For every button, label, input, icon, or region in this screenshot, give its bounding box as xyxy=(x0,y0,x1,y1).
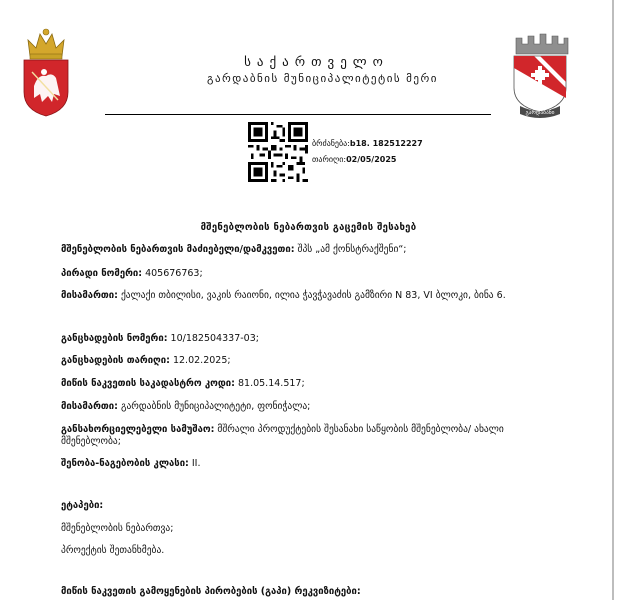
field-label: განსახორციელებელი სამუშაო: xyxy=(61,424,215,435)
field-label: მისამართი: xyxy=(61,290,118,301)
field-value: შპს „ამ ქონსტრაქშენი“; xyxy=(294,244,407,255)
stages-label: ეტაპები: xyxy=(61,500,104,511)
field-label: მისამართი: xyxy=(61,401,118,412)
field-value: გარდაბნის მუნიციპალიტეტი, ფონიჭალა; xyxy=(117,401,311,412)
field-application-date xyxy=(61,355,561,367)
field-label: მიწის ნაკვეთის საკადასტრო კოდი: xyxy=(61,378,235,389)
footer-heading-label: მიწის ნაკვეთის გამოყენების პირობების (გაპი) რეკვიზიტები: xyxy=(61,586,361,597)
svg-text:გარდაბანი: გარდაბანი xyxy=(525,110,555,116)
field-label: შენობა-ნაგებობის კლასი: xyxy=(61,458,189,469)
field-value: ქალაქი თბილისი, ვაკის რაიონი, ილია ჭავჭავაძის გამზირი N 83, VI ბლოკი, ბინა 6. xyxy=(117,290,506,301)
order-label: ბრძანება: xyxy=(312,139,350,148)
field-applicant xyxy=(61,244,561,256)
stages-heading xyxy=(61,500,561,512)
field-value: II. xyxy=(188,458,201,469)
field-work-description xyxy=(61,424,561,448)
field-personal-number xyxy=(61,268,561,280)
footer-heading xyxy=(61,586,561,598)
field-value: 405676763; xyxy=(142,268,203,279)
country-heading: საქართველო xyxy=(244,55,389,70)
field-label: განცხადების თარიღი: xyxy=(61,355,170,366)
order-number xyxy=(312,139,423,148)
field-value: 81.05.14.517; xyxy=(234,378,305,389)
field-label: პირადი ნომერი: xyxy=(61,268,143,279)
qr-code-icon xyxy=(248,122,308,182)
field-label: მშენებლობის ნებართვის მაძიებელი/დამკვეთი: xyxy=(61,244,295,255)
document-title: მშენებლობის ნებართვის გაცემის შესახებ xyxy=(200,222,417,233)
field-building-class xyxy=(61,458,561,470)
order-value: b18. 182512227 xyxy=(349,139,423,148)
field-label: განცხადების ნომერი: xyxy=(61,333,168,344)
field-cadastral-code xyxy=(61,378,561,390)
field-value: 12.02.2025; xyxy=(169,355,231,366)
order-date xyxy=(312,155,396,164)
office-heading: გარდაბნის მუნიციპალიტეტის მერი xyxy=(207,72,438,85)
stage-item: პროექტის შეთანხმება. xyxy=(61,545,165,556)
field-value: მშრალი პროდუქტების შესანახი საწყობის მშენებლობა/ ახალი მშენებლობა; xyxy=(61,424,504,447)
field-address xyxy=(61,290,561,302)
field-application-number xyxy=(61,333,561,345)
date-value: 02/05/2025 xyxy=(346,155,397,164)
header-divider xyxy=(105,114,491,115)
stage-item: მშენებლობის ნებართვა; xyxy=(61,523,174,534)
field-value: 10/182504337-03; xyxy=(167,333,259,344)
date-label: თარიღი: xyxy=(312,155,347,164)
field-plot-address xyxy=(61,401,561,413)
